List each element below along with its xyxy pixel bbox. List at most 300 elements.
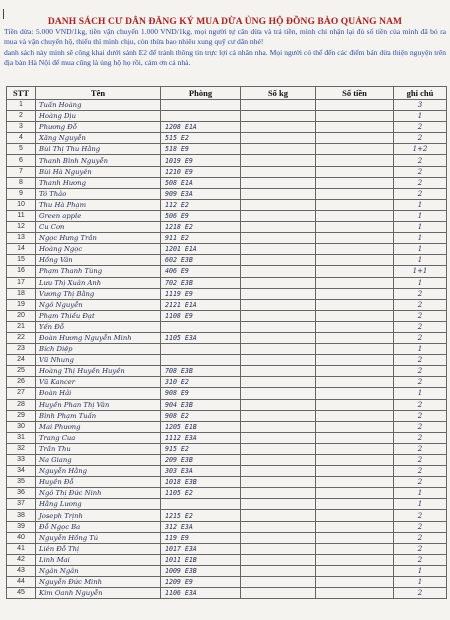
row-stt: 40: [7, 532, 36, 543]
table-row: [7, 122, 447, 133]
row-room: 1106 E3A: [161, 588, 241, 599]
row-note: 1+2: [394, 144, 447, 155]
row-amount: [316, 288, 394, 299]
row-note: 2: [394, 155, 447, 166]
table-row: [7, 421, 447, 432]
row-amount: [316, 344, 394, 355]
row-name: Bùi Thị Thu Hằng: [36, 144, 161, 155]
row-kg: [241, 443, 316, 454]
row-kg: [241, 588, 316, 599]
row-note: 2: [394, 554, 447, 565]
row-note: 1: [394, 199, 447, 210]
row-amount: [316, 488, 394, 499]
row-note: 1: [394, 499, 447, 510]
row-room: 2121 E1A: [161, 299, 241, 310]
table-row: [7, 332, 447, 343]
table-row: [7, 510, 447, 521]
row-note: 1: [394, 565, 447, 576]
row-kg: [241, 266, 316, 277]
header-stt: STT: [7, 87, 36, 100]
row-room: [161, 111, 241, 122]
row-name: Joseph Trịnh: [36, 510, 161, 521]
header-phong: Phòng: [161, 87, 241, 100]
row-amount: [316, 266, 394, 277]
row-amount: [316, 210, 394, 221]
row-name: Huyền Đỗ: [36, 477, 161, 488]
row-kg: [241, 510, 316, 521]
table-row: [7, 100, 447, 111]
row-kg: [241, 455, 316, 466]
row-amount: [316, 554, 394, 565]
row-name: Bùi Hà Nguyên: [36, 166, 161, 177]
row-amount: [316, 233, 394, 244]
row-stt: 39: [7, 521, 36, 532]
row-stt: 26: [7, 377, 36, 388]
row-name: Bích Diệp: [36, 344, 161, 355]
row-name: Nguyễn Hằng: [36, 466, 161, 477]
table-row: [7, 477, 447, 488]
row-stt: 28: [7, 399, 36, 410]
row-amount: [316, 332, 394, 343]
table-row: [7, 222, 447, 233]
row-room: 915 E2: [161, 443, 241, 454]
row-stt: 44: [7, 577, 36, 588]
row-stt: 36: [7, 488, 36, 499]
table-row: [7, 344, 447, 355]
row-room: 209 E3B: [161, 455, 241, 466]
row-name: Phương Đỗ: [36, 122, 161, 133]
table-row: [7, 277, 447, 288]
row-amount: [316, 543, 394, 554]
row-stt: 45: [7, 588, 36, 599]
row-amount: [316, 499, 394, 510]
row-name: Hoàng Ngọc: [36, 244, 161, 255]
row-note: 2: [394, 377, 447, 388]
table-row: [7, 288, 447, 299]
header-so-tien: Số tiền: [316, 87, 394, 100]
row-room: 1205 E1B: [161, 421, 241, 432]
row-note: 1: [394, 277, 447, 288]
row-name: Yến Đỗ: [36, 321, 161, 332]
row-kg: [241, 177, 316, 188]
row-room: 119 E9: [161, 532, 241, 543]
row-stt: 7: [7, 166, 36, 177]
row-room: [161, 499, 241, 510]
row-name: Hoàng Dịu: [36, 111, 161, 122]
row-stt: 9: [7, 188, 36, 199]
row-name: Thanh Bình Nguyễn: [36, 155, 161, 166]
row-stt: 25: [7, 366, 36, 377]
row-amount: [316, 244, 394, 255]
row-kg: [241, 399, 316, 410]
table-row: [7, 455, 447, 466]
row-stt: 32: [7, 443, 36, 454]
table-row: [7, 199, 447, 210]
row-kg: [241, 377, 316, 388]
row-name: Hồng Vân: [36, 255, 161, 266]
row-amount: [316, 277, 394, 288]
row-amount: [316, 388, 394, 399]
row-kg: [241, 565, 316, 576]
row-kg: [241, 344, 316, 355]
row-stt: 4: [7, 133, 36, 144]
row-stt: 33: [7, 455, 36, 466]
table-row: [7, 521, 447, 532]
row-note: 2: [394, 532, 447, 543]
row-amount: [316, 521, 394, 532]
header-so-kg: Số kg: [241, 87, 316, 100]
row-stt: 24: [7, 355, 36, 366]
row-room: 702 E3B: [161, 277, 241, 288]
row-room: 1208 E1A: [161, 122, 241, 133]
table-row: [7, 111, 447, 122]
row-note: 1: [394, 577, 447, 588]
table-row: [7, 355, 447, 366]
row-room: 904 E3B: [161, 399, 241, 410]
row-note: 2: [394, 521, 447, 532]
row-room: 112 E2: [161, 199, 241, 210]
row-stt: 10: [7, 199, 36, 210]
row-kg: [241, 543, 316, 554]
row-stt: 22: [7, 332, 36, 343]
table-row: [7, 166, 447, 177]
row-kg: [241, 166, 316, 177]
table-row: [7, 588, 447, 599]
row-kg: [241, 222, 316, 233]
row-stt: 42: [7, 554, 36, 565]
row-name: Xăng Nguyễn: [36, 133, 161, 144]
row-amount: [316, 144, 394, 155]
table-row: [7, 543, 447, 554]
header-ten: Tên: [36, 87, 161, 100]
row-stt: 17: [7, 277, 36, 288]
table-row: [7, 554, 447, 565]
row-stt: 23: [7, 344, 36, 355]
row-kg: [241, 155, 316, 166]
row-name: Ngân Ngân: [36, 565, 161, 576]
row-kg: [241, 499, 316, 510]
row-note: 2: [394, 455, 447, 466]
table-header-row: [7, 87, 447, 100]
row-amount: [316, 455, 394, 466]
row-room: 1210 E9: [161, 166, 241, 177]
table-row: [7, 565, 447, 576]
table-row: [7, 188, 447, 199]
row-stt: 35: [7, 477, 36, 488]
row-kg: [241, 388, 316, 399]
row-note: 2: [394, 432, 447, 443]
table-row: [7, 299, 447, 310]
row-note: 1: [394, 222, 447, 233]
row-room: 1112 E3A: [161, 432, 241, 443]
row-stt: 16: [7, 266, 36, 277]
row-kg: [241, 144, 316, 155]
table-row: [7, 233, 447, 244]
notice-text: [4, 27, 446, 69]
row-amount: [316, 565, 394, 576]
row-kg: [241, 466, 316, 477]
table-row: [7, 210, 447, 221]
row-kg: [241, 288, 316, 299]
table-row: [7, 499, 447, 510]
row-name: Đoàn Hương Nguyễn Minh: [36, 332, 161, 343]
row-name: Thanh Hương: [36, 177, 161, 188]
row-note: 1: [394, 244, 447, 255]
row-stt: 29: [7, 410, 36, 421]
row-note: 2: [394, 332, 447, 343]
row-amount: [316, 366, 394, 377]
row-name: Tô Thảo: [36, 188, 161, 199]
row-stt: 43: [7, 565, 36, 576]
row-name: Tuấn Hoàng: [36, 100, 161, 111]
row-kg: [241, 255, 316, 266]
row-room: 909 E3A: [161, 188, 241, 199]
row-room: 1108 E9: [161, 310, 241, 321]
row-stt: 14: [7, 244, 36, 255]
row-room: 515 E2: [161, 133, 241, 144]
row-note: 2: [394, 543, 447, 554]
row-note: 1: [394, 111, 447, 122]
row-note: 2: [394, 355, 447, 366]
row-note: 1: [394, 255, 447, 266]
row-amount: [316, 199, 394, 210]
row-kg: [241, 299, 316, 310]
row-note: 2: [394, 410, 447, 421]
row-amount: [316, 432, 394, 443]
table-row: [7, 266, 447, 277]
row-room: [161, 321, 241, 332]
row-note: 2: [394, 299, 447, 310]
row-note: 2: [394, 421, 447, 432]
table-row: [7, 255, 447, 266]
row-note: 2: [394, 188, 447, 199]
row-amount: [316, 122, 394, 133]
row-stt: 2: [7, 111, 36, 122]
row-amount: [316, 588, 394, 599]
table-row: [7, 177, 447, 188]
row-name: Nguyễn Hồng Tú: [36, 532, 161, 543]
row-kg: [241, 210, 316, 221]
row-room: [161, 355, 241, 366]
row-note: 2: [394, 177, 447, 188]
header-ghi-chu: ghi chú: [394, 87, 447, 100]
row-name: Vũ Kancer: [36, 377, 161, 388]
row-stt: 6: [7, 155, 36, 166]
row-note: 2: [394, 366, 447, 377]
row-kg: [241, 199, 316, 210]
row-note: 2: [394, 477, 447, 488]
row-room: 911 E2: [161, 233, 241, 244]
row-amount: [316, 443, 394, 454]
notice-paragraph: danh sách này mình sẽ công khai dưới sảnh E2 để tránh thông tin trực lợi cá nhân nha. Mọi người có thể đến các điểm bán dừa thiện nguyện trên địa bàn Hà Nội để mua cũng là ủng hộ họ rồi, cám ơn cả nhà.: [4, 47, 446, 68]
row-note: 1: [394, 488, 447, 499]
table-row: [7, 399, 447, 410]
table-row: [7, 244, 447, 255]
row-amount: [316, 577, 394, 588]
row-kg: [241, 188, 316, 199]
row-kg: [241, 521, 316, 532]
row-kg: [241, 111, 316, 122]
row-name: Hằng Lương: [36, 499, 161, 510]
row-room: 310 E2: [161, 377, 241, 388]
row-stt: 34: [7, 466, 36, 477]
row-stt: 13: [7, 233, 36, 244]
row-stt: 12: [7, 222, 36, 233]
row-room: 1105 E2: [161, 488, 241, 499]
row-kg: [241, 244, 316, 255]
row-kg: [241, 410, 316, 421]
table-row: [7, 155, 447, 166]
row-kg: [241, 321, 316, 332]
row-amount: [316, 355, 394, 366]
row-note: 2: [394, 122, 447, 133]
row-name: Bình Phạm Tuấn: [36, 410, 161, 421]
row-kg: [241, 432, 316, 443]
table-row: [7, 488, 447, 499]
table-row: [7, 577, 447, 588]
row-kg: [241, 532, 316, 543]
row-room: 1018 E3B: [161, 477, 241, 488]
row-name: Linh Mai: [36, 554, 161, 565]
row-note: 1: [394, 233, 447, 244]
row-note: 2: [394, 510, 447, 521]
table-row: [7, 310, 447, 321]
row-name: Phạm Thiều Đạt: [36, 310, 161, 321]
row-room: 1105 E3A: [161, 332, 241, 343]
table-row: [7, 377, 447, 388]
row-name: Nguyễn Đức Minh: [36, 577, 161, 588]
row-amount: [316, 299, 394, 310]
row-room: [161, 344, 241, 355]
row-name: Hoàng Thị Huyền Huyền: [36, 366, 161, 377]
row-amount: [316, 133, 394, 144]
row-name: Cu Cơn: [36, 222, 161, 233]
row-name: Green apple: [36, 210, 161, 221]
row-name: Đoàn Hải: [36, 388, 161, 399]
row-amount: [316, 410, 394, 421]
row-stt: 15: [7, 255, 36, 266]
table-row: [7, 388, 447, 399]
row-amount: [316, 377, 394, 388]
row-note: 2: [394, 321, 447, 332]
row-room: 1019 E9: [161, 155, 241, 166]
row-room: 1119 E9: [161, 288, 241, 299]
row-room: 1017 E3A: [161, 543, 241, 554]
row-room: 602 E3B: [161, 255, 241, 266]
row-name: Vương Thị Bằng: [36, 288, 161, 299]
table-row: [7, 466, 447, 477]
row-stt: 37: [7, 499, 36, 510]
row-name: Huyền Phan Thị Vân: [36, 399, 161, 410]
notice-paragraph: Tiền dừa: 5.000 VND/1kg, tiền vận chuyển 1.000 VND/1kg, mọi người tự cân dừa và trả tiền, mình chỉ nhận lại đủ số tiền của mình đã bỏ ra mua và vận chuyển hộ, thiếu thì mình chịu, còn thừa bao nhiêu xung quỹ cư dân nhé!: [4, 27, 446, 47]
row-amount: [316, 177, 394, 188]
row-room: 1215 E2: [161, 510, 241, 521]
table-row: [7, 443, 447, 454]
row-kg: [241, 421, 316, 432]
row-stt: 18: [7, 288, 36, 299]
row-name: Ngô Thị Đức Ninh: [36, 488, 161, 499]
row-kg: [241, 554, 316, 565]
row-stt: 11: [7, 210, 36, 221]
row-name: Ngọc Hưng Trần: [36, 233, 161, 244]
row-room: [161, 100, 241, 111]
row-amount: [316, 421, 394, 432]
row-stt: 1: [7, 100, 36, 111]
row-room: 1011 E1B: [161, 554, 241, 565]
row-kg: [241, 100, 316, 111]
row-name: Phạm Thanh Tùng: [36, 266, 161, 277]
document-title: DANH SÁCH CƯ DÂN ĐĂNG KÝ MUA DỪA ỦNG HỘ ĐỒNG BÀO QUẢNG NAM: [47, 17, 403, 27]
row-room: 312 E3A: [161, 521, 241, 532]
row-stt: 20: [7, 310, 36, 321]
row-amount: [316, 532, 394, 543]
row-note: 1: [394, 210, 447, 221]
row-stt: 19: [7, 299, 36, 310]
row-stt: 41: [7, 543, 36, 554]
table-row: [7, 366, 447, 377]
row-name: Kim Oanh Nguyễn: [36, 588, 161, 599]
row-kg: [241, 310, 316, 321]
row-room: 518 E9: [161, 144, 241, 155]
row-amount: [316, 100, 394, 111]
row-stt: 27: [7, 388, 36, 399]
row-note: 2: [394, 288, 447, 299]
row-name: Na Giang: [36, 455, 161, 466]
row-note: 1+1: [394, 266, 447, 277]
row-amount: [316, 399, 394, 410]
table-row: [7, 144, 447, 155]
table-row: [7, 532, 447, 543]
row-room: 708 E3B: [161, 366, 241, 377]
row-amount: [316, 166, 394, 177]
row-name: Liên Đỗ Thị: [36, 543, 161, 554]
row-stt: 3: [7, 122, 36, 133]
row-kg: [241, 332, 316, 343]
table-row: [7, 410, 447, 421]
row-amount: [316, 466, 394, 477]
row-amount: [316, 188, 394, 199]
row-kg: [241, 488, 316, 499]
row-room: 1218 E2: [161, 222, 241, 233]
row-note: 2: [394, 588, 447, 599]
row-name: Ngô Nguyễn: [36, 299, 161, 310]
row-stt: 30: [7, 421, 36, 432]
row-note: 2: [394, 310, 447, 321]
row-kg: [241, 366, 316, 377]
registration-table: [6, 86, 447, 599]
row-room: 508 E1A: [161, 177, 241, 188]
table-row: [7, 321, 447, 332]
row-name: Lưu Thị Xuân Anh: [36, 277, 161, 288]
row-note: 1: [394, 344, 447, 355]
row-kg: [241, 355, 316, 366]
row-note: 2: [394, 399, 447, 410]
row-note: 2: [394, 443, 447, 454]
row-kg: [241, 577, 316, 588]
row-room: 1201 E1A: [161, 244, 241, 255]
row-room: 303 E3A: [161, 466, 241, 477]
row-amount: [316, 255, 394, 266]
row-kg: [241, 277, 316, 288]
row-amount: [316, 310, 394, 321]
row-room: 506 E9: [161, 210, 241, 221]
row-note: 1: [394, 388, 447, 399]
row-stt: 21: [7, 321, 36, 332]
row-stt: 5: [7, 144, 36, 155]
row-name: Thu Hà Phạm: [36, 199, 161, 210]
row-note: 2: [394, 466, 447, 477]
row-note: 2: [394, 166, 447, 177]
